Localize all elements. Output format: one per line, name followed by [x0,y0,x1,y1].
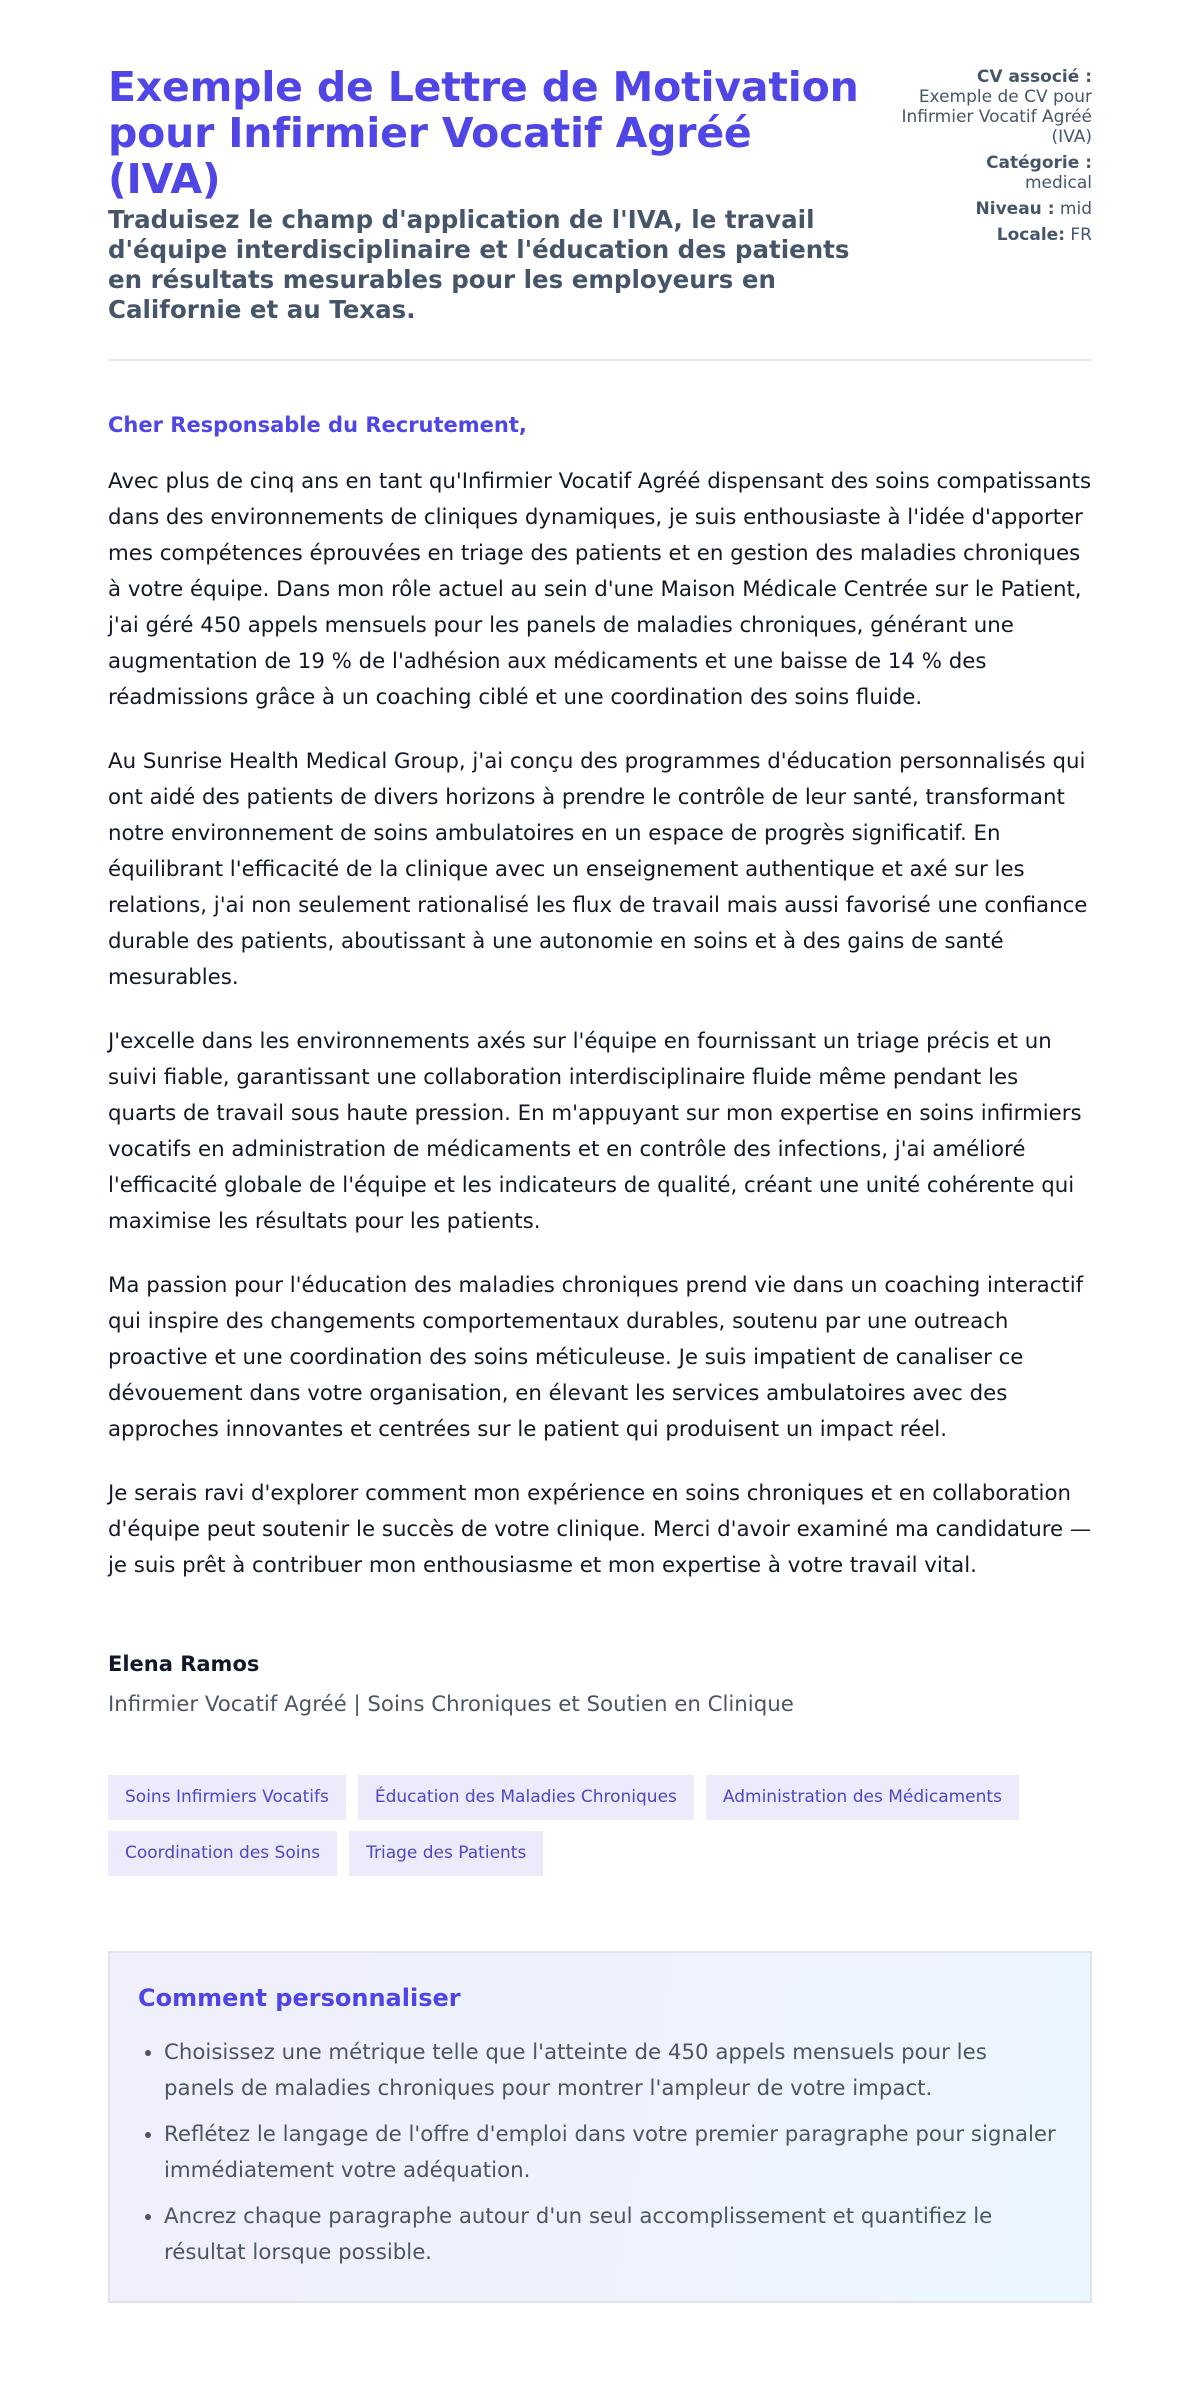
header-divider [108,359,1092,361]
tip-item: • Ancrez chaque paragraphe autour d'un seul accomplissement et quantifiez le résultat lorsque possible. [164,2199,1062,2271]
page-title: Exemple de Lettre de Motivation pour Infirmier Vocatif Agréé (IVA) [108,63,859,203]
letter-paragraph: Au Sunrise Health Medical Group, j'ai conçu des programmes d'éducation personnalisés qui ont aidé des patients de divers horizons à prendre le contrôle de leur santé, transformant notre environnement de soins ambulatoires en un espace de progrès significatif. En équilibrant l'efficacité de la clinique avec un enseignement authentique et axé sur les relations, j'ai non seulement rationalisé les flux de travail mais aussi favorisé une confiance durable des patients, aboutissant à une autonomie en soins et à des gains de santé mesurables. [108,749,1088,990]
tip-item: • Reflétez le langage de l'offre d'emploi dans votre premier paragraphe pour signaler immédiatement votre adéquation. [164,2117,1062,2189]
meta-level-value: mid [1059,199,1092,219]
skill-tag: Triage des Patients [349,1831,543,1876]
meta-locale-label: Locale: [996,225,1065,245]
meta-panel [872,64,1092,251]
meta-category [872,153,1092,193]
signature-name: Elena Ramos [108,1652,260,1676]
meta-category-label: Catégorie : [986,153,1092,173]
skill-tags [108,1775,1092,1876]
letter-paragraph: Je serais ravi d'explorer comment mon expérience en soins chroniques et en collaboration d'équipe peut soutenir le succès de votre clinique. Merci d'avoir examiné ma candidature — je suis prêt à contribuer mon enthousiasme et mon expertise à votre travail vital. [108,1481,1092,1578]
signature-title: Infirmier Vocatif Agréé | Soins Chroniques et Soutien en Clinique [108,1692,794,1717]
meta-locale-value: FR [1070,225,1092,245]
meta-level [872,199,1092,219]
tips-list [138,2035,1062,2271]
meta-cv-label: CV associé : [976,67,1092,87]
customization-tips-box [108,1951,1092,2303]
tip-item: • Choisissez une métrique telle que l'atteinte de 450 appels mensuels pour les panels de maladies chroniques pour montrer l'ampleur de votre impact. [164,2035,1062,2107]
skill-tag: Administration des Médicaments [706,1775,1019,1820]
letter-paragraph: J'excelle dans les environnements axés sur l'équipe en fournissant un triage précis et un suivi fiable, garantissant une collaboration interdisciplinaire fluide même pendant les quarts de travail sous haute pression. En m'appuyant sur mon expertise en soins infirmiers vocatifs en administration de médicaments et en contrôle des infections, j'ai amélioré l'efficacité globale de l'équipe et les indicateurs de qualité, créant une unité cohérente qui maximise les résultats pour les patients. [108,1029,1082,1234]
letter-paragraph: Avec plus de cinq ans en tant qu'Infirmier Vocatif Agréé dispensant des soins compatissants dans des environnements de cliniques dynamiques, je suis enthousiaste à l'idée d'apporter mes compétences éprouvées en triage des patients et en gestion des maladies chroniques à votre équipe. Dans mon rôle actuel au sein d'une Maison Médicale Centrée sur le Patient, j'ai géré 450 appels mensuels pour les panels de maladies chroniques, générant une augmentation de 19 % de l'adhésion aux médicaments et une baisse de 14 % des réadmissions grâce à un coaching ciblé et une coordination des soins fluide. [108,469,1092,710]
letter-body [108,411,1092,1584]
skill-tag: Éducation des Maladies Chroniques [358,1775,694,1820]
salutation: Cher Responsable du Recrutement, [108,413,527,437]
letter-paragraph: Ma passion pour l'éducation des maladies chroniques prend vie dans un coaching interactif qui inspire des changements comportementaux durables, soutenu par une outreach proactive et une coordination des soins méticuleuse. Je suis impatient de canaliser ce dévouement dans votre organisation, en élevant les services ambulatoires avec des approches innovantes et centrées sur le patient qui produisent un impact réel. [108,1273,1084,1442]
page-subtitle: Traduisez le champ d'application de l'IVA, le travail d'équipe interdisciplinaire et l'éducation des patients en résultats mesurables pour les employeurs en Californie et au Texas. [108,205,850,324]
meta-cv-value: Exemple de CV pour Infirmier Vocatif Agréé (IVA) [901,87,1092,147]
meta-locale [872,225,1092,245]
meta-category-value: medical [1024,173,1092,193]
skill-tag: Coordination des Soins [108,1831,337,1876]
meta-cv [872,67,1092,147]
page-header [108,64,1092,325]
header-titles [108,64,872,325]
meta-level-label: Niveau : [975,199,1055,219]
signature-block [108,1650,1092,1720]
tips-title: Comment personnaliser [138,1984,461,2012]
skill-tag: Soins Infirmiers Vocatifs [108,1775,346,1820]
